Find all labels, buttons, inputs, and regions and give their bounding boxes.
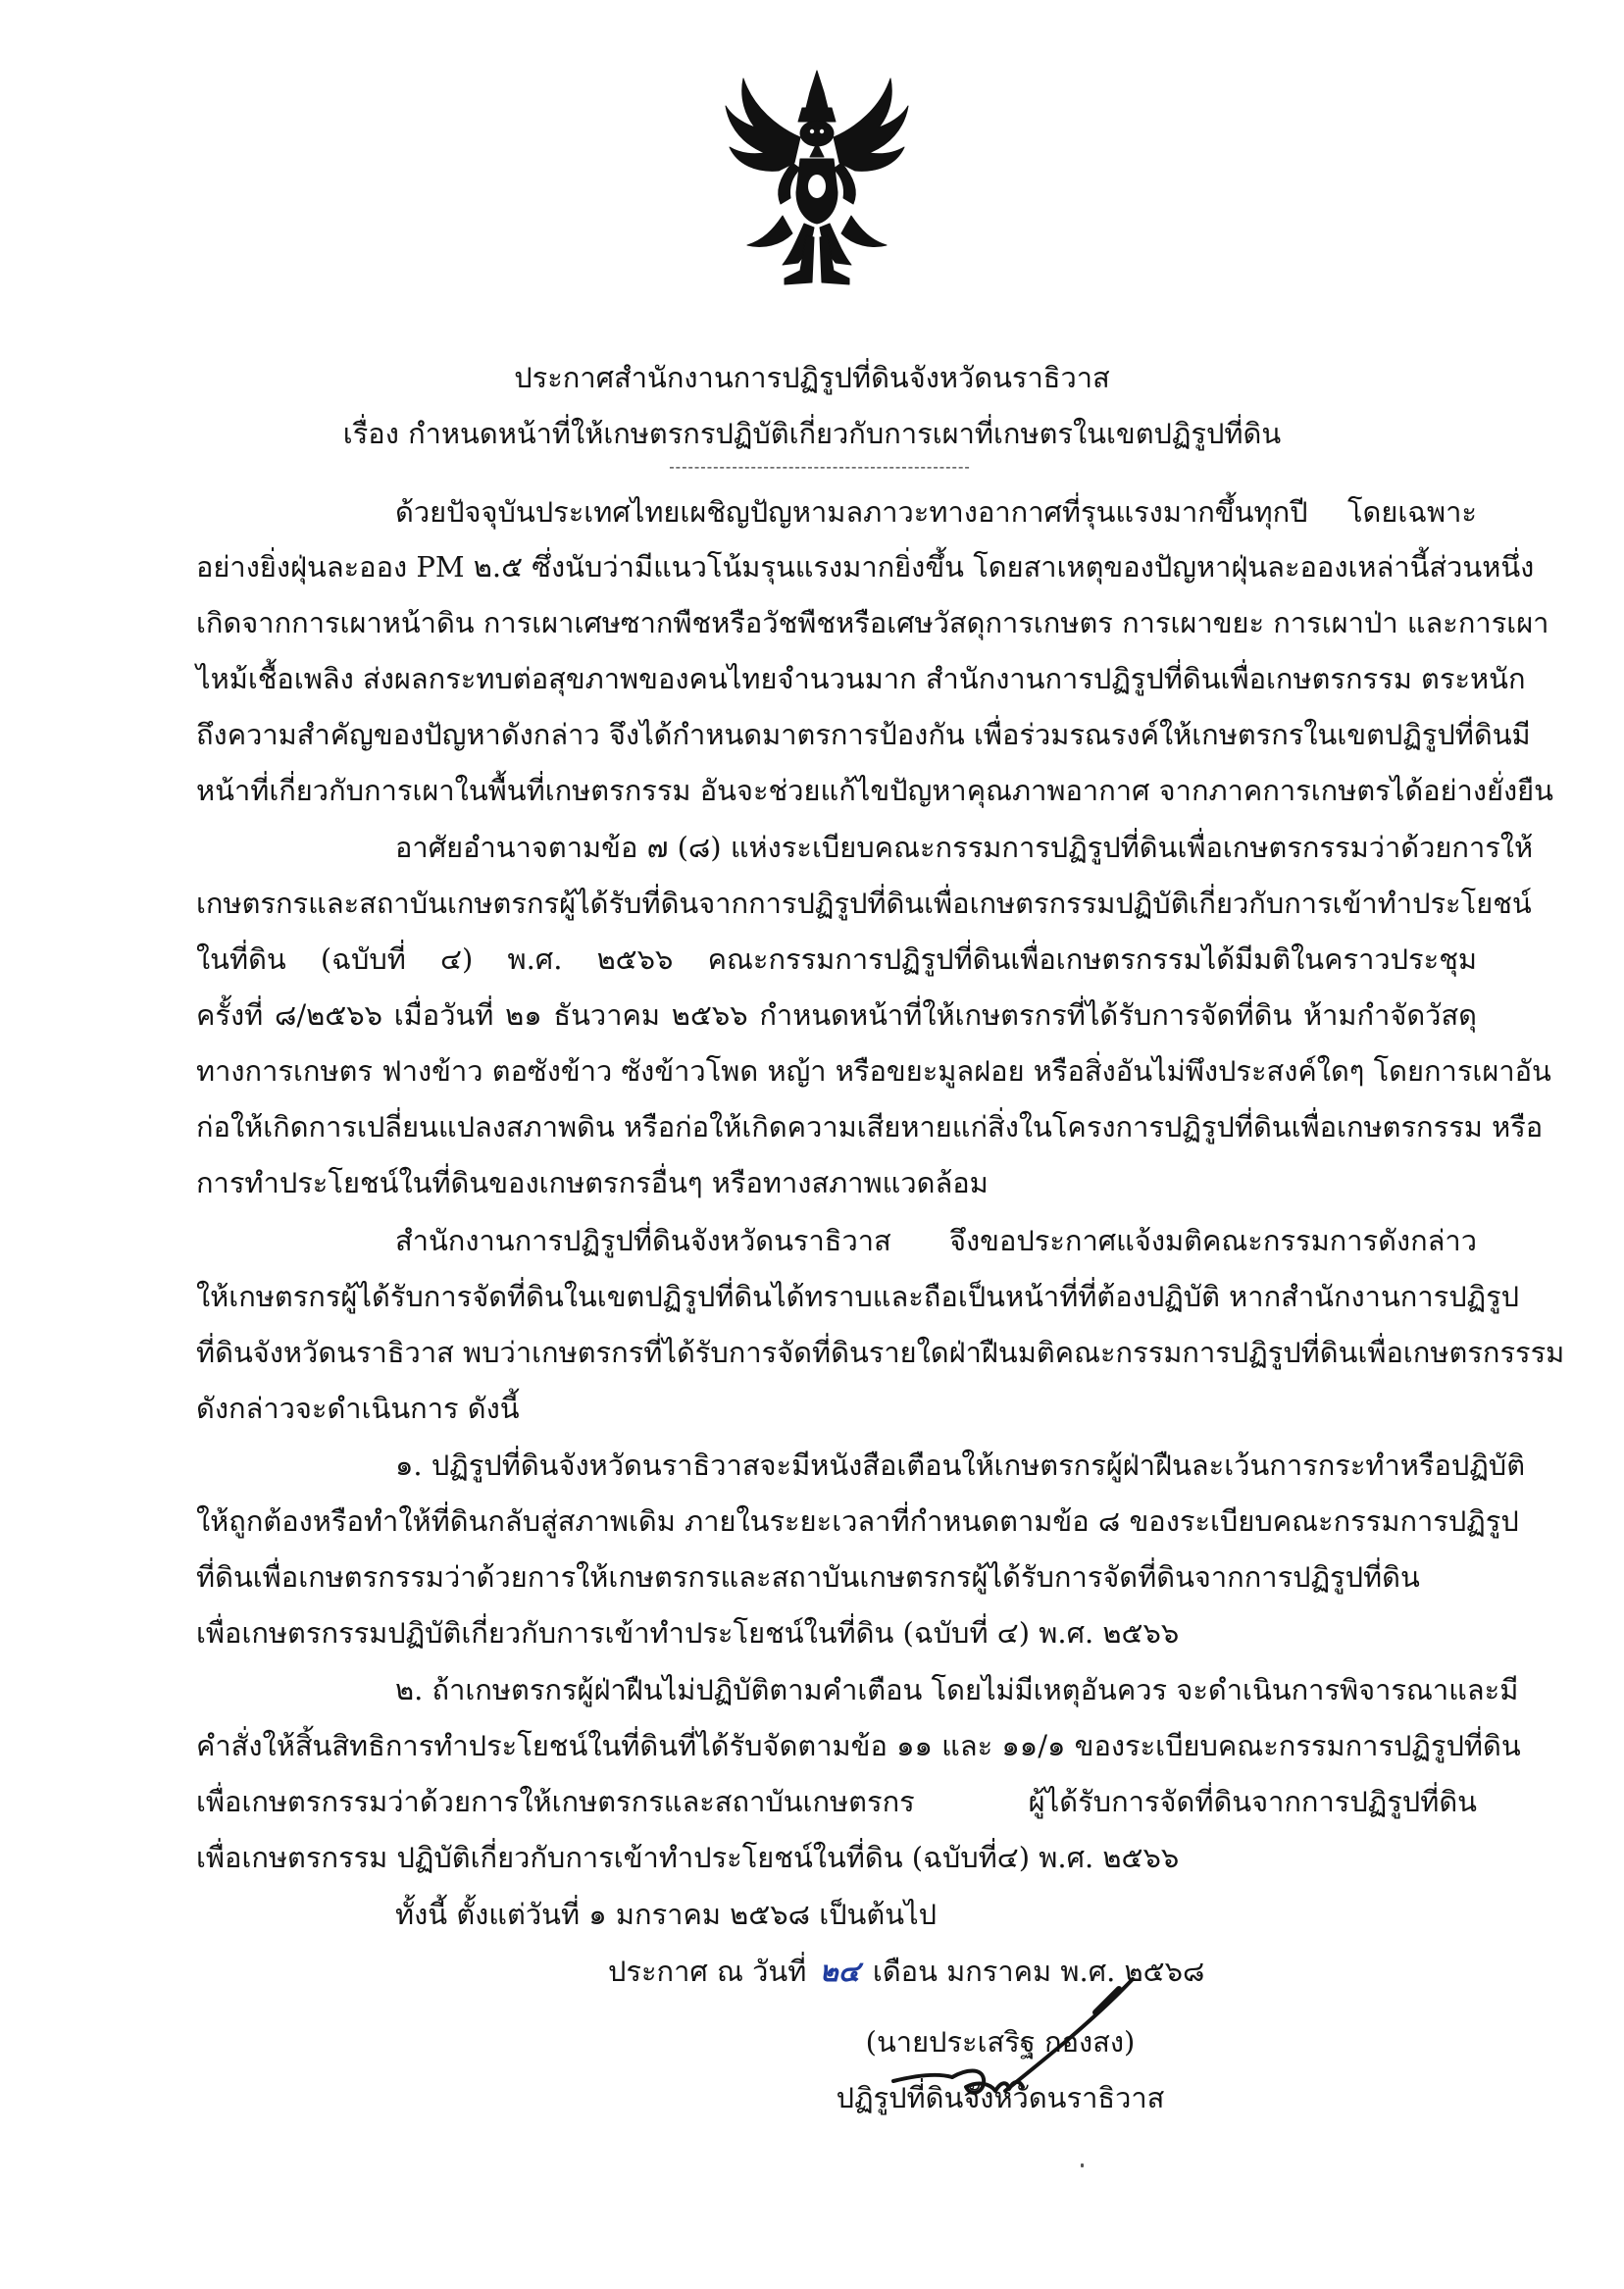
- garuda-emblem: [724, 69, 910, 289]
- body-line: คำสั่งให้สิ้นสิทธิการทำประโยชน์ในที่ดินที่ได้รับจัดตามข้อ ๑๑ และ ๑๑/๑ ของระเบียบคณะกรรมการปฏิรูปที่ดิน: [196, 1729, 1521, 1762]
- body-line: ถึงความสำคัญของปัญหาดังกล่าว จึงได้กำหนดมาตรการป้องกัน เพื่อร่วมรณรงค์ให้เกษตรกรในเขตปฏิรูปที่ดินมี: [196, 718, 1531, 751]
- effective-date-line: ทั้งนี้ ตั้งแต่วันที่ ๑ มกราคม ๒๕๖๘ เป็นต้นไป: [395, 1898, 938, 1931]
- body-line: เพื่อเกษตรกรรม ปฏิบัติเกี่ยวกับการเข้าทำประโยชน์ในที่ดิน (ฉบับที่๔) พ.ศ. ๒๕๖๖: [196, 1841, 1180, 1874]
- list-item-2-line: ๒. ถ้าเกษตรกรผู้ฝ่าฝืนไม่ปฏิบัติตามคำเตือน โดยไม่มีเหตุอันควร จะดำเนินการพิจารณาและมี: [395, 1673, 1519, 1706]
- signer-position: ปฏิรูปที่ดินจังหวัดนราธิวาส: [836, 2081, 1165, 2114]
- announcement-title: ประกาศสำนักงานการปฏิรูปที่ดินจังหวัดนราธิวาส: [514, 361, 1110, 394]
- body-line: การทำประโยชน์ในที่ดินของเกษตรกรอื่นๆ หรือทางสภาพแวดล้อม: [196, 1166, 989, 1199]
- announcement-subject: เรื่อง กำหนดหน้าที่ให้เกษตรกรปฏิบัติเกี่ยวกับการเผาที่เกษตรในเขตปฏิรูปที่ดิน: [342, 417, 1282, 450]
- body-line: ให้ถูกต้องหรือทำให้ที่ดินกลับสู่สภาพเดิม ภายในระยะเวลาที่กำหนดตามข้อ ๘ ของระเบียบคณะกรรมการปฏิรูป: [196, 1504, 1519, 1538]
- signer-name: (นายประเสริฐ กองสง): [865, 2025, 1136, 2059]
- body-line: อาศัยอำนาจตามข้อ ๗ (๘) แห่งระเบียบคณะกรรมการปฏิรูปที่ดินเพื่อเกษตรกรรมว่าด้วยการให้: [395, 831, 1534, 864]
- body-line: เกิดจากการเผาหน้าดิน การเผาเศษซากพืชหรือวัชพืชหรือเศษวัสดุการเกษตร การเผาขยะ การเผาป่า และการเผา: [196, 606, 1549, 639]
- body-line: ครั้งที่ ๘/๒๕๖๖ เมื่อวันที่ ๒๑ ธันวาคม ๒๕๖๖ กำหนดหน้าที่ให้เกษตรกรที่ได้รับการจัดที่ดิน ห้ามกำจัดวัสดุ: [196, 998, 1477, 1032]
- body-line: ดังกล่าวจะดำเนินการ ดังนี้: [196, 1392, 520, 1425]
- scan-speck: [1081, 2163, 1084, 2167]
- body-line: สำนักงานการปฏิรูปที่ดินจังหวัดนราธิวาส จึงขอประกาศแจ้งมติคณะกรรมการดังกล่าว: [395, 1224, 1477, 1257]
- body-line: ให้เกษตรกรผู้ได้รับการจัดที่ดินในเขตปฏิรูปที่ดินได้ทราบและถือเป็นหน้าที่ที่ต้องปฏิบัติ หากสำนักงานการปฏิรูป: [196, 1280, 1520, 1313]
- body-line: เพื่อเกษตรกรรมว่าด้วยการให้เกษตรกรและสถาบันเกษตรกร ผู้ได้รับการจัดที่ดินจากการปฏิรูปที่ดิน: [196, 1785, 1477, 1818]
- body-line: ด้วยปัจจุบันประเทศไทยเผชิญปัญหามลภาวะทางอากาศที่รุนแรงมากขึ้นทุกปี โดยเฉพาะ: [395, 495, 1477, 529]
- body-line: ทางการเกษตร ฟางข้าว ตอซังข้าว ซังข้าวโพด หญ้า หรือขยะมูลฝอย หรือสิ่งอันไม่พึงประสงค์ใดๆ โดยการเผาอัน: [196, 1054, 1551, 1088]
- body-line: หน้าที่เกี่ยวกับการเผาในพื้นที่เกษตรกรรม อันจะช่วยแก้ไขปัญหาคุณภาพอากาศ จากภาคการเกษตรได้อย่างยั่งยืน: [196, 774, 1553, 807]
- handwritten-day: ๒๔: [819, 1955, 860, 1988]
- date-suffix: เดือน มกราคม พ.ศ. ๒๕๖๘: [872, 1955, 1205, 1988]
- list-item-1-line: ๑. ปฏิรูปที่ดินจังหวัดนราธิวาสจะมีหนังสือเตือนให้เกษตรกรผู้ฝ่าฝืนละเว้นการกระทำหรือปฏิบัติ: [395, 1449, 1526, 1482]
- body-line: ก่อให้เกิดการเปลี่ยนแปลงสภาพดิน หรือก่อให้เกิดความเสียหายแก่สิ่งในโครงการปฏิรูปที่ดินเพื่อเกษตรกรรม หรือ: [196, 1110, 1544, 1144]
- body-line: ที่ดินเพื่อเกษตรกรรมว่าด้วยการให้เกษตรกรและสถาบันเกษตรกรผู้ได้รับการจัดที่ดินจากการปฏิรูปที่ดิน: [196, 1560, 1420, 1594]
- body-line: ที่ดินจังหวัดนราธิวาส พบว่าเกษตรกรที่ได้รับการจัดที่ดินรายใดฝ่าฝืนมติคณะกรรมการปฏิรูปที่ดินเพื่อเกษตรกรรรม: [196, 1336, 1565, 1369]
- body-line: ไหม้เชื้อเพลิง ส่งผลกระทบต่อสุขภาพของคนไทยจำนวนมาก สำนักงานการปฏิรูปที่ดินเพื่อเกษตรกรรม ตระหนัก: [196, 662, 1526, 695]
- body-line: ในที่ดิน (ฉบับที่ ๔) พ.ศ. ๒๕๖๖ คณะกรรมการปฏิรูปที่ดินเพื่อเกษตรกรรมได้มีมติในคราวประชุม: [196, 942, 1477, 976]
- body-line: เกษตรกรและสถาบันเกษตรกรผู้ได้รับที่ดินจากการปฏิรูปที่ดินเพื่อเกษตรกรรมปฏิบัติเกี่ยวกับการเข้าทำประโยชน์: [196, 887, 1532, 920]
- body-line: อย่างยิ่งฝุ่นละออง PM ๒.๕ ซึ่งนับว่ามีแนวโน้มรุนแรงมากยิ่งขึ้น โดยสาเหตุของปัญหาฝุ่นละอองเหล่านี้ส่วนหนึ่ง: [196, 550, 1535, 584]
- date-prefix: ประกาศ ณ วันที่: [608, 1955, 807, 1988]
- title-separator: ------------------------------------------------: [669, 457, 971, 476]
- body-line: เพื่อเกษตรกรรมปฏิบัติเกี่ยวกับการเข้าทำประโยชน์ในที่ดิน (ฉบับที่ ๔) พ.ศ. ๒๕๖๖: [196, 1616, 1180, 1650]
